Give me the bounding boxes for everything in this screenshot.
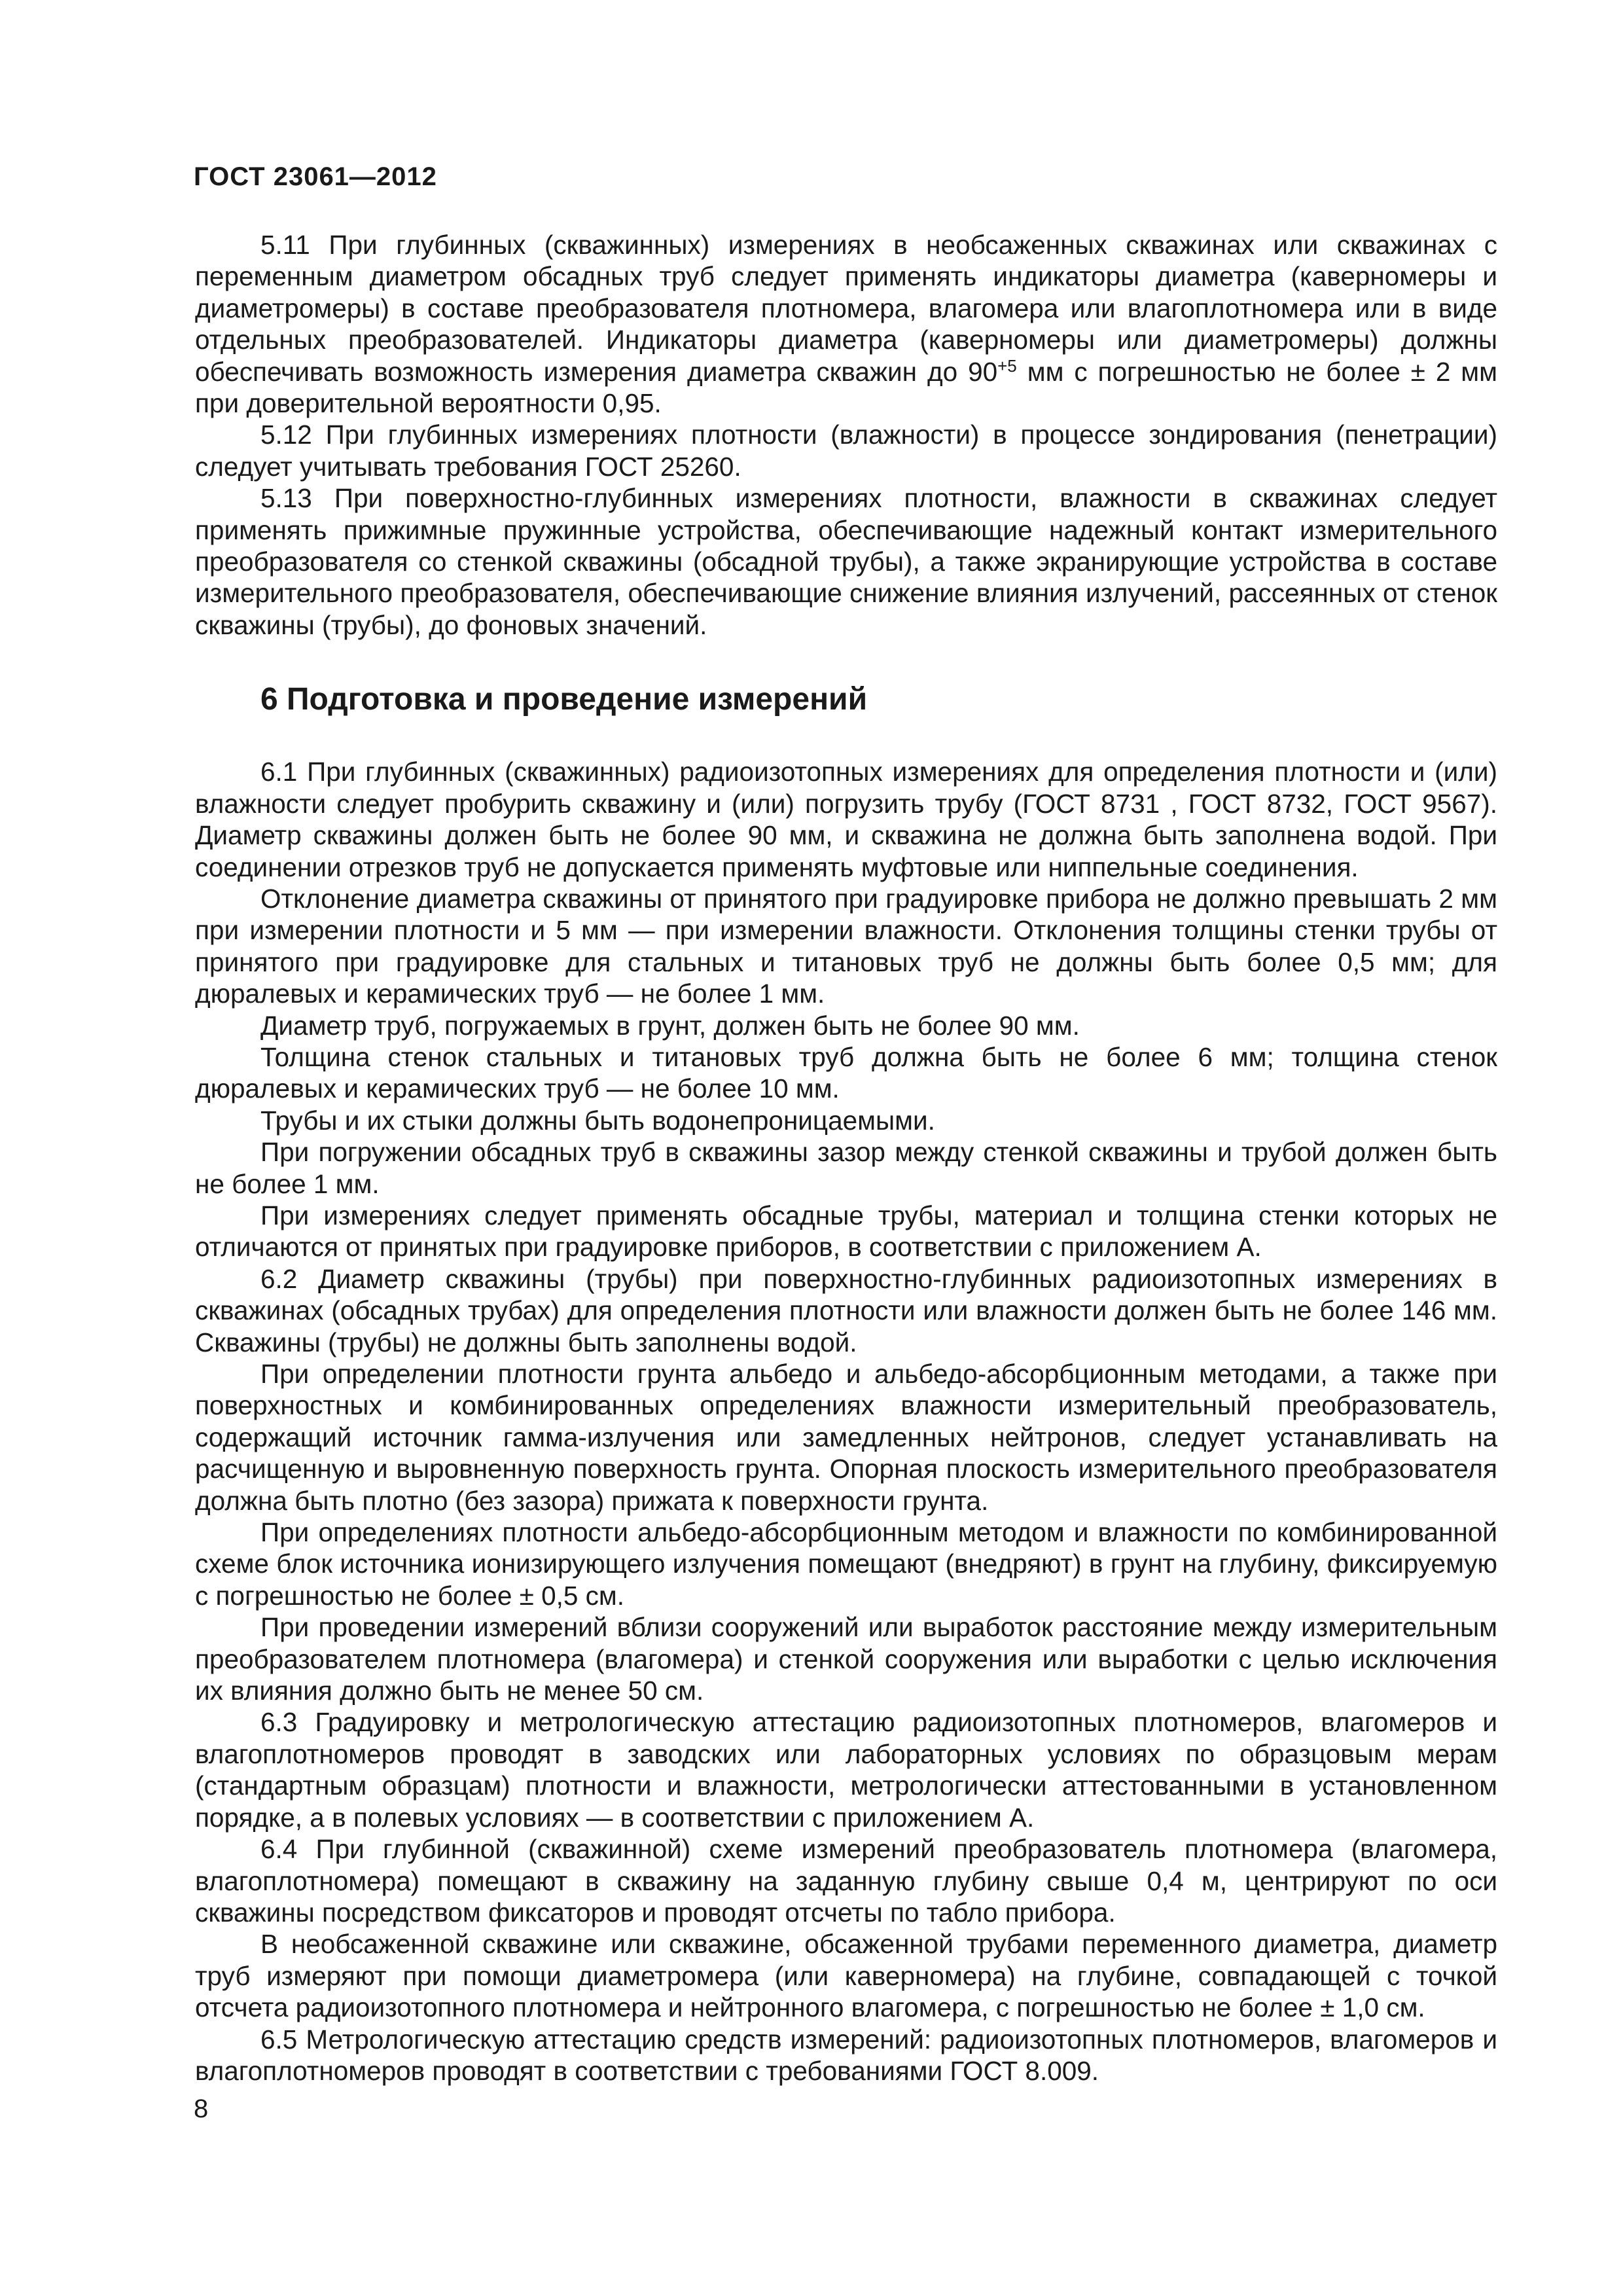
paragraph-6-2: 6.2 Диаметр скважины (трубы) при поверхностно-глубинных радиоизотопных измерениях в скважинах (обсадных трубах) для определения плотности или влажности должен быть не более 146 мм. Скважины (трубы) не должны быть заполнены водой. [195,1263,1497,1357]
paragraph-6-5: 6.5 Метрологическую аттестацию средств измерений: радиоизотопных плотномеров, влагомеров и влагоплотномеров проводят в соответствии с требованиями ГОСТ 8.009. [195,2024,1497,2086]
superscript: +5 [997,355,1017,376]
paragraph-5-13: 5.13 При поверхностно-глубинных измерениях плотности, влажности в скважинах следует применять прижимные пружинные устройства, обеспечивающие надежный контакт измерительного преобразователя со стенкой скважины (обсадной трубы), а также экранирующие устройства в составе измерительного преобразователя, обеспечивающие снижение влияния излучений, рассеянных от стенок скважины (трубы), до фоновых значений. [195,483,1497,640]
section-heading: 6 Подготовка и проведение измерений [260,682,868,717]
paragraph: Диаметр труб, погружаемых в грунт, должен быть не более 90 мм. [260,1010,1080,1041]
paragraph: При проведении измерений вблизи сооружений или выработок расстояние между измерительным преобразователем плотномера (влагомера) и стенкой сооружения или выработки с целью исключения их влияния должно быть не менее 50 см. [195,1612,1497,1706]
paragraph: В необсаженной скважине или скважине, обсаженной трубами переменного диаметра, диаметр труб измеряют при помощи диаметромера (или каверномера) на глубине, совпадающей с точкой отсчета радиоизотопного плотномера и нейтронного влагомера, с погрешностью не более ± 1,0 см. [195,1929,1497,2023]
paragraph: Отклонение диаметра скважины от принятого при градуировке прибора не должно превышать 2 мм при измерении плотности и 5 мм — при измерении влажности. Отклонения толщины стенки трубы от принятого при градуировке для стальных и титановых труб не должны быть более 0,5 мм; для дюралевых и керамических труб — не более 1 мм. [195,883,1497,1009]
paragraph-text: мм с погрешностью не более ± 2 мм при доверительной вероятности 0,95. [195,356,1497,419]
paragraph: При определении плотности грунта альбедо и альбедо-абсорбционным методами, а также при поверхностных и комбинированных определениях влажности измерительный преобразователь, содержащий источник гамма-излучения или замедленных нейтронов, следует устанавливать на расчищенную и выровненную поверхность грунта. Опорная плоскость измерительного преобразователя должна быть плотно (без зазора) прижата к поверхности грунта. [195,1359,1497,1516]
paragraph: При погружении обсадных труб в скважины зазор между стенкой скважины и трубой должен быть не более 1 мм. [195,1137,1497,1199]
paragraph-6-3: 6.3 Градуировку и метрологическую аттестацию радиоизотопных плотномеров, влагомеров и влагоплотномеров проводят в заводских или лабораторных условиях по образцовым мерам (стандартным образцам) плотности и влажности, метрологически аттестованными в установленном порядке, а в полевых условиях — в соответствии с приложением А. [195,1707,1497,1833]
document-header: ГОСТ 23061—2012 [194,162,437,191]
paragraph: Трубы и их стыки должны быть водонепроницаемыми. [260,1105,935,1136]
page-number: 8 [194,2094,209,2123]
paragraph: При измерениях следует применять обсадные трубы, материал и толщина стенки которых не отличаются от принятых при градуировке приборов, в соответствии с приложением А. [195,1200,1497,1263]
paragraph-5-11 [195,229,1497,419]
document-body [195,229,1497,2087]
paragraph: При определениях плотности альбедо-абсорбционным методом и влажности по комбинированной схеме блок источника ионизирующего излучения помещают (внедряют) в грунт на глубину, фиксируемую с погрешностью не более ± 0,5 см. [195,1517,1497,1611]
paragraph-6-4: 6.4 При глубинной (скважинной) схеме измерений преобразователь плотномера (влагомера, влагоплотномера) помещают в скважину на заданную глубину свыше 0,4 м, центрируют по оси скважины посредством фиксаторов и проводят отсчеты по табло прибора. [195,1834,1497,1928]
paragraph: Толщина стенок стальных и титановых труб должна быть не более 6 мм; толщина стенок дюралевых и керамических труб — не более 10 мм. [195,1041,1497,1104]
paragraph-6-1: 6.1 При глубинных (скважинных) радиоизотопных измерениях для определения плотности и (или) влажности следует пробурить скважину и (или) погрузить трубу (ГОСТ 8731 , ГОСТ 8732, ГОСТ 9567). Диаметр скважины должен быть не более 90 мм, и скважина не должна быть заполнена водой. При соединении отрезков труб не допускается применять муфтовые или ниппельные соединения. [195,757,1497,882]
paragraph-text: 5.11 При глубинных (скважинных) измерениях в необсаженных скважинах или скважинах с переменным диаметром обсадных труб следует применять индикаторы диаметра (каверномеры и диаметромеры) в составе преобразователя плотномера, влагомера или влагоплотномера или в виде отдельных преобразователей. Индикаторы диаметра (каверномеры или диаметромеры) должны обеспечивать возможность измерения диаметра скважин до 90 [195,230,1497,387]
paragraph-5-12: 5.12 При глубинных измерениях плотности (влажности) в процессе зондирования (пенетрации) следует учитывать требования ГОСТ 25260. [195,420,1497,482]
